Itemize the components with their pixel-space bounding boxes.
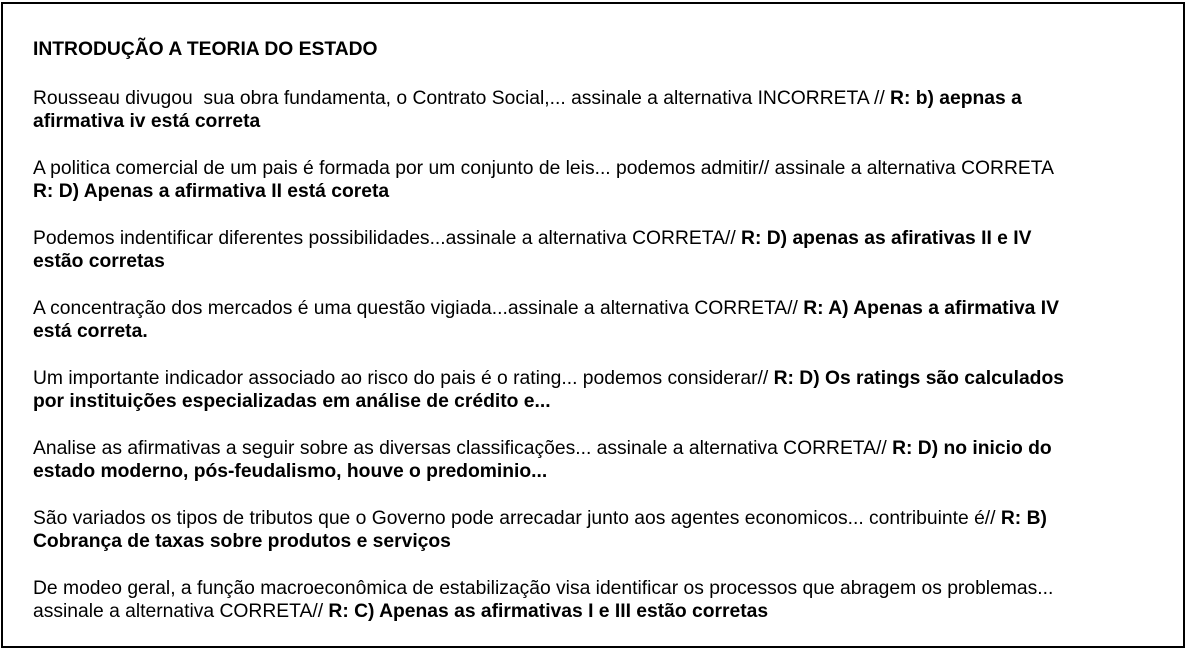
document-content (33, 38, 1064, 647)
question-item (33, 367, 1064, 413)
question-text: Analise as afirmativas a seguir sobre as diversas classificações... assinale a alternativa CORRETA// (33, 438, 893, 459)
answer-text: por instituições especializadas em análise de crédito e... (33, 391, 551, 412)
answer-text: R: D) apenas as afirativas II e IV (741, 228, 1032, 249)
question-text: São variados os tipos de tributos que o Governo pode arrecadar junto aos agentes economicos... contribuinte é// (33, 508, 1001, 529)
question-line (33, 600, 1064, 623)
answer-text: Cobrança de taxas sobre produtos e serviços (33, 531, 451, 552)
answer-text: R: D) Os ratings são calculados (773, 368, 1064, 389)
question-line (33, 87, 1064, 110)
question-line (33, 577, 1064, 600)
question-text: A concentração dos mercados é uma questão vigiada...assinale a alternativa CORRETA// (33, 298, 804, 319)
question-line (33, 110, 1064, 133)
question-item (33, 297, 1064, 343)
answer-text: estão corretas (33, 251, 165, 272)
question-item (33, 437, 1064, 483)
answer-text: R: C) Apenas as afirmativas I e III estão corretas (328, 601, 769, 622)
document-title: INTRODUÇÃO A TEORIA DO ESTADO (33, 39, 378, 60)
question-text: Rousseau divugou sua obra fundamenta, o Contrato Social,... assinale a alternativa INCORRETA // (33, 88, 891, 109)
question-item (33, 577, 1064, 623)
question-text: A politica comercial de um pais é formada por um conjunto de leis... podemos admitir// assinale a alternativa CORRETA (33, 158, 1054, 179)
question-line (33, 437, 1064, 460)
question-item (33, 507, 1064, 553)
question-line (33, 180, 1064, 203)
question-line (33, 157, 1064, 180)
question-line (33, 367, 1064, 390)
question-line (33, 460, 1064, 483)
answer-text: estado moderno, pós-feudalismo, houve o predominio... (33, 461, 548, 482)
answer-text: R: b) aepnas a (890, 88, 1022, 109)
question-line (33, 390, 1064, 413)
question-text: Um importante indicador associado ao risco do pais é o rating... podemos considerar// (33, 368, 774, 389)
question-item (33, 157, 1064, 203)
answer-text: está correta. (33, 321, 148, 342)
question-text: Podemos indentificar diferentes possibilidades...assinale a alternativa CORRETA// (33, 228, 742, 249)
question-item (33, 227, 1064, 273)
question-line (33, 297, 1064, 320)
document-frame (1, 2, 1185, 648)
question-line (33, 227, 1064, 250)
answer-text: afirmativa iv está correta (33, 111, 261, 132)
question-line (33, 320, 1064, 343)
question-text: assinale a alternativa CORRETA// (33, 601, 329, 622)
question-line (33, 507, 1064, 530)
answer-text: R: B) (1000, 508, 1047, 529)
question-item (33, 87, 1064, 133)
question-list (33, 87, 1064, 623)
question-text: De modeo geral, a função macroeconômica de estabilização visa identificar os processos que abragem os problemas... (33, 578, 1054, 599)
answer-text: R: D) no inicio do (892, 438, 1052, 459)
question-line (33, 530, 1064, 553)
answer-text: R: D) Apenas a afirmativa II está coreta (33, 181, 390, 202)
answer-text: R: A) Apenas a afirmativa IV (803, 298, 1059, 319)
question-line (33, 250, 1064, 273)
